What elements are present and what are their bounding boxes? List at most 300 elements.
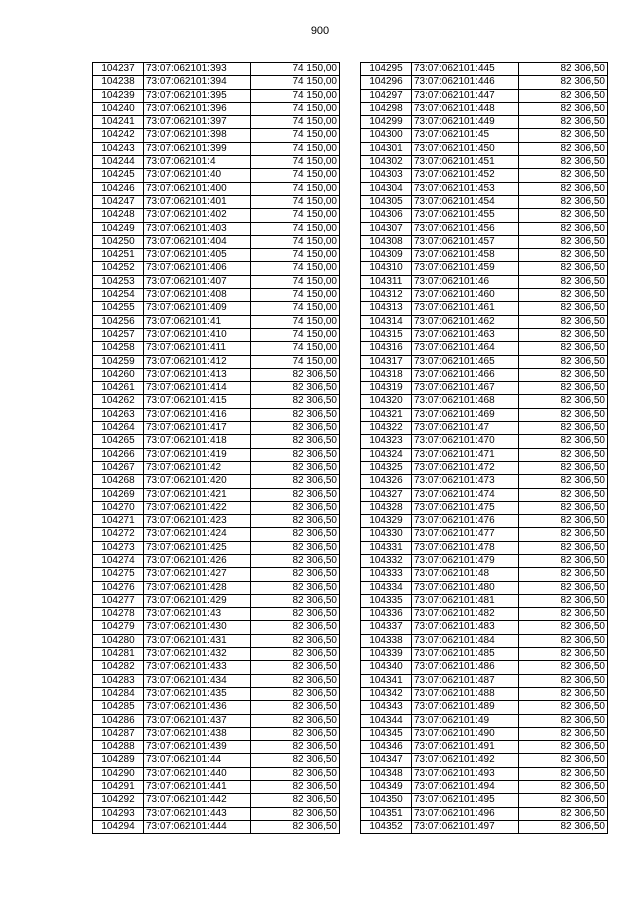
value-cell: 74 150,00 (251, 116, 340, 129)
record-number-cell: 104329 (361, 515, 412, 528)
value-cell: 82 306,50 (251, 382, 340, 395)
record-number-cell: 104244 (93, 156, 144, 169)
left-register-table (92, 62, 340, 834)
cadastral-number-cell: 73:07:062101:442 (144, 794, 251, 807)
record-number-cell: 104253 (93, 275, 144, 288)
value-cell: 82 306,50 (519, 222, 608, 235)
record-number-cell: 104269 (93, 488, 144, 501)
value-cell: 82 306,50 (251, 422, 340, 435)
cadastral-number-cell: 73:07:062101:430 (144, 621, 251, 634)
cadastral-number-cell: 73:07:062101:449 (412, 116, 519, 129)
record-number-cell: 104288 (93, 741, 144, 754)
value-cell: 82 306,50 (519, 289, 608, 302)
cadastral-number-cell: 73:07:062101:472 (412, 461, 519, 474)
value-cell: 82 306,50 (519, 302, 608, 315)
table-row (93, 289, 340, 302)
record-number-cell: 104322 (361, 422, 412, 435)
value-cell: 82 306,50 (251, 448, 340, 461)
value-cell: 82 306,50 (519, 182, 608, 195)
table-row (93, 807, 340, 820)
cadastral-number-cell: 73:07:062101:401 (144, 195, 251, 208)
table-row (361, 648, 608, 661)
table-row (93, 76, 340, 89)
table-row (93, 102, 340, 115)
record-number-cell: 104349 (361, 781, 412, 794)
cadastral-number-cell: 73:07:062101:438 (144, 727, 251, 740)
value-cell: 82 306,50 (519, 714, 608, 727)
value-cell: 82 306,50 (519, 820, 608, 833)
table-row (361, 568, 608, 581)
value-cell: 82 306,50 (251, 488, 340, 501)
table-row (93, 488, 340, 501)
record-number-cell: 104324 (361, 448, 412, 461)
cadastral-number-cell: 73:07:062101:447 (412, 89, 519, 102)
table-row (361, 142, 608, 155)
value-cell: 74 150,00 (251, 315, 340, 328)
value-cell: 82 306,50 (519, 541, 608, 554)
table-row (93, 382, 340, 395)
cadastral-number-cell: 73:07:062101:424 (144, 528, 251, 541)
record-number-cell: 104298 (361, 102, 412, 115)
value-cell: 82 306,50 (519, 794, 608, 807)
cadastral-number-cell: 73:07:062101:482 (412, 608, 519, 621)
table-row (361, 794, 608, 807)
table-row (361, 289, 608, 302)
value-cell: 82 306,50 (519, 209, 608, 222)
value-cell: 74 150,00 (251, 342, 340, 355)
record-number-cell: 104252 (93, 262, 144, 275)
cadastral-number-cell: 73:07:062101:415 (144, 395, 251, 408)
table-row (361, 262, 608, 275)
record-number-cell: 104280 (93, 634, 144, 647)
cadastral-number-cell: 73:07:062101:451 (412, 156, 519, 169)
record-number-cell: 104328 (361, 501, 412, 514)
table-row (93, 820, 340, 833)
table-row (93, 395, 340, 408)
cadastral-number-cell: 73:07:062101:464 (412, 342, 519, 355)
record-number-cell: 104258 (93, 342, 144, 355)
cadastral-number-cell: 73:07:062101:429 (144, 594, 251, 607)
table-row (93, 63, 340, 76)
record-number-cell: 104277 (93, 594, 144, 607)
cadastral-number-cell: 73:07:062101:399 (144, 142, 251, 155)
table-row (93, 435, 340, 448)
table-row (361, 235, 608, 248)
table-row (361, 554, 608, 567)
value-cell: 82 306,50 (251, 661, 340, 674)
value-cell: 82 306,50 (251, 727, 340, 740)
record-number-cell: 104342 (361, 687, 412, 700)
cadastral-number-cell: 73:07:062101:487 (412, 674, 519, 687)
table-row (361, 116, 608, 129)
value-cell: 82 306,50 (519, 382, 608, 395)
value-cell: 74 150,00 (251, 142, 340, 155)
record-number-cell: 104257 (93, 328, 144, 341)
cadastral-number-cell: 73:07:062101:404 (144, 235, 251, 248)
cadastral-number-cell: 73:07:062101:402 (144, 209, 251, 222)
cadastral-number-cell: 73:07:062101:468 (412, 395, 519, 408)
cadastral-number-cell: 73:07:062101:4 (144, 156, 251, 169)
record-number-cell: 104312 (361, 289, 412, 302)
table-row (93, 727, 340, 740)
table-row (361, 89, 608, 102)
record-number-cell: 104347 (361, 754, 412, 767)
cadastral-number-cell: 73:07:062101:457 (412, 235, 519, 248)
value-cell: 82 306,50 (251, 435, 340, 448)
table-row (361, 501, 608, 514)
record-number-cell: 104331 (361, 541, 412, 554)
cadastral-number-cell: 73:07:062101:44 (144, 754, 251, 767)
cadastral-number-cell: 73:07:062101:431 (144, 634, 251, 647)
cadastral-number-cell: 73:07:062101:416 (144, 408, 251, 421)
cadastral-number-cell: 73:07:062101:491 (412, 741, 519, 754)
value-cell: 82 306,50 (519, 249, 608, 262)
table-row (361, 594, 608, 607)
value-cell: 82 306,50 (251, 554, 340, 567)
value-cell: 74 150,00 (251, 89, 340, 102)
cadastral-number-cell: 73:07:062101:458 (412, 249, 519, 262)
cadastral-number-cell: 73:07:062101:418 (144, 435, 251, 448)
record-number-cell: 104265 (93, 435, 144, 448)
record-number-cell: 104268 (93, 475, 144, 488)
record-number-cell: 104259 (93, 355, 144, 368)
table-row (93, 568, 340, 581)
value-cell: 82 306,50 (251, 594, 340, 607)
record-number-cell: 104332 (361, 554, 412, 567)
cadastral-number-cell: 73:07:062101:414 (144, 382, 251, 395)
record-number-cell: 104348 (361, 767, 412, 780)
value-cell: 82 306,50 (519, 89, 608, 102)
cadastral-number-cell: 73:07:062101:46 (412, 275, 519, 288)
table-row (93, 142, 340, 155)
table-row (361, 727, 608, 740)
record-number-cell: 104286 (93, 714, 144, 727)
record-number-cell: 104260 (93, 368, 144, 381)
table-row (361, 461, 608, 474)
record-number-cell: 104291 (93, 781, 144, 794)
table-row (361, 275, 608, 288)
value-cell: 82 306,50 (519, 754, 608, 767)
record-number-cell: 104300 (361, 129, 412, 142)
value-cell: 82 306,50 (251, 794, 340, 807)
value-cell: 74 150,00 (251, 102, 340, 115)
record-number-cell: 104339 (361, 648, 412, 661)
value-cell: 82 306,50 (519, 687, 608, 700)
table-row (93, 714, 340, 727)
table-row (93, 116, 340, 129)
value-cell: 82 306,50 (519, 169, 608, 182)
cadastral-number-cell: 73:07:062101:426 (144, 554, 251, 567)
table-row (93, 501, 340, 514)
table-row (361, 488, 608, 501)
record-number-cell: 104321 (361, 408, 412, 421)
record-number-cell: 104238 (93, 76, 144, 89)
value-cell: 82 306,50 (519, 102, 608, 115)
record-number-cell: 104246 (93, 182, 144, 195)
table-row (93, 235, 340, 248)
value-cell: 74 150,00 (251, 275, 340, 288)
record-number-cell: 104299 (361, 116, 412, 129)
record-number-cell: 104340 (361, 661, 412, 674)
table-row (93, 781, 340, 794)
table-row (93, 355, 340, 368)
table-row (93, 448, 340, 461)
cadastral-number-cell: 73:07:062101:477 (412, 528, 519, 541)
cadastral-number-cell: 73:07:062101:459 (412, 262, 519, 275)
cadastral-number-cell: 73:07:062101:452 (412, 169, 519, 182)
record-number-cell: 104279 (93, 621, 144, 634)
table-row (93, 767, 340, 780)
record-number-cell: 104319 (361, 382, 412, 395)
record-number-cell: 104278 (93, 608, 144, 621)
value-cell: 82 306,50 (251, 807, 340, 820)
cadastral-number-cell: 73:07:062101:444 (144, 820, 251, 833)
record-number-cell: 104248 (93, 209, 144, 222)
record-number-cell: 104344 (361, 714, 412, 727)
cadastral-number-cell: 73:07:062101:400 (144, 182, 251, 195)
value-cell: 82 306,50 (519, 674, 608, 687)
cadastral-number-cell: 73:07:062101:49 (412, 714, 519, 727)
cadastral-number-cell: 73:07:062101:462 (412, 315, 519, 328)
value-cell: 82 306,50 (251, 368, 340, 381)
record-number-cell: 104237 (93, 63, 144, 76)
record-number-cell: 104296 (361, 76, 412, 89)
table-row (361, 422, 608, 435)
record-number-cell: 104294 (93, 820, 144, 833)
cadastral-number-cell: 73:07:062101:40 (144, 169, 251, 182)
record-number-cell: 104305 (361, 195, 412, 208)
table-row (93, 302, 340, 315)
cadastral-number-cell: 73:07:062101:470 (412, 435, 519, 448)
table-row (361, 475, 608, 488)
table-row (93, 129, 340, 142)
table-row (361, 448, 608, 461)
value-cell: 74 150,00 (251, 76, 340, 89)
value-cell: 82 306,50 (519, 807, 608, 820)
value-cell: 82 306,50 (251, 701, 340, 714)
table-row (361, 741, 608, 754)
value-cell: 82 306,50 (519, 528, 608, 541)
table-row (93, 461, 340, 474)
table-row (93, 528, 340, 541)
value-cell: 82 306,50 (519, 195, 608, 208)
value-cell: 82 306,50 (251, 621, 340, 634)
value-cell: 82 306,50 (519, 315, 608, 328)
cadastral-number-cell: 73:07:062101:419 (144, 448, 251, 461)
cadastral-number-cell: 73:07:062101:461 (412, 302, 519, 315)
record-number-cell: 104333 (361, 568, 412, 581)
cadastral-number-cell: 73:07:062101:413 (144, 368, 251, 381)
record-number-cell: 104325 (361, 461, 412, 474)
cadastral-number-cell: 73:07:062101:460 (412, 289, 519, 302)
value-cell: 82 306,50 (519, 448, 608, 461)
table-row (93, 701, 340, 714)
cadastral-number-cell: 73:07:062101:448 (412, 102, 519, 115)
value-cell: 82 306,50 (251, 515, 340, 528)
value-cell: 82 306,50 (519, 116, 608, 129)
table-row (93, 342, 340, 355)
table-row (361, 674, 608, 687)
value-cell: 74 150,00 (251, 182, 340, 195)
cadastral-number-cell: 73:07:062101:439 (144, 741, 251, 754)
cadastral-number-cell: 73:07:062101:436 (144, 701, 251, 714)
table-row (93, 475, 340, 488)
cadastral-number-cell: 73:07:062101:465 (412, 355, 519, 368)
record-number-cell: 104334 (361, 581, 412, 594)
cadastral-number-cell: 73:07:062101:394 (144, 76, 251, 89)
value-cell: 74 150,00 (251, 302, 340, 315)
record-number-cell: 104292 (93, 794, 144, 807)
value-cell: 82 306,50 (251, 754, 340, 767)
cadastral-number-cell: 73:07:062101:476 (412, 515, 519, 528)
cadastral-number-cell: 73:07:062101:409 (144, 302, 251, 315)
table-row (93, 741, 340, 754)
cadastral-number-cell: 73:07:062101:48 (412, 568, 519, 581)
table-row (361, 435, 608, 448)
table-row (93, 249, 340, 262)
record-number-cell: 104256 (93, 315, 144, 328)
value-cell: 74 150,00 (251, 209, 340, 222)
table-row (93, 169, 340, 182)
record-number-cell: 104345 (361, 727, 412, 740)
cadastral-number-cell: 73:07:062101:494 (412, 781, 519, 794)
value-cell: 82 306,50 (519, 275, 608, 288)
record-number-cell: 104352 (361, 820, 412, 833)
value-cell: 82 306,50 (251, 568, 340, 581)
value-cell: 82 306,50 (251, 581, 340, 594)
value-cell: 82 306,50 (519, 328, 608, 341)
cadastral-number-cell: 73:07:062101:493 (412, 767, 519, 780)
cadastral-number-cell: 73:07:062101:433 (144, 661, 251, 674)
cadastral-number-cell: 73:07:062101:420 (144, 475, 251, 488)
record-number-cell: 104293 (93, 807, 144, 820)
table-row (361, 687, 608, 700)
table-row (361, 701, 608, 714)
value-cell: 74 150,00 (251, 328, 340, 341)
record-number-cell: 104346 (361, 741, 412, 754)
cadastral-number-cell: 73:07:062101:483 (412, 621, 519, 634)
record-number-cell: 104285 (93, 701, 144, 714)
table-row (93, 515, 340, 528)
cadastral-number-cell: 73:07:062101:435 (144, 687, 251, 700)
value-cell: 74 150,00 (251, 289, 340, 302)
table-row (93, 195, 340, 208)
value-cell: 82 306,50 (519, 142, 608, 155)
value-cell: 82 306,50 (519, 781, 608, 794)
cadastral-number-cell: 73:07:062101:425 (144, 541, 251, 554)
cadastral-number-cell: 73:07:062101:410 (144, 328, 251, 341)
value-cell: 82 306,50 (519, 76, 608, 89)
cadastral-number-cell: 73:07:062101:403 (144, 222, 251, 235)
cadastral-number-cell: 73:07:062101:42 (144, 461, 251, 474)
value-cell: 74 150,00 (251, 355, 340, 368)
record-number-cell: 104250 (93, 235, 144, 248)
cadastral-number-cell: 73:07:062101:453 (412, 182, 519, 195)
cadastral-number-cell: 73:07:062101:481 (412, 594, 519, 607)
cadastral-number-cell: 73:07:062101:484 (412, 634, 519, 647)
record-number-cell: 104336 (361, 608, 412, 621)
table-row (361, 209, 608, 222)
value-cell: 82 306,50 (519, 648, 608, 661)
record-number-cell: 104239 (93, 89, 144, 102)
table-row (361, 608, 608, 621)
table-row (93, 634, 340, 647)
record-number-cell: 104338 (361, 634, 412, 647)
table-row (93, 262, 340, 275)
record-number-cell: 104273 (93, 541, 144, 554)
table-row (361, 807, 608, 820)
cadastral-number-cell: 73:07:062101:45 (412, 129, 519, 142)
table-row (361, 315, 608, 328)
value-cell: 82 306,50 (519, 475, 608, 488)
value-cell: 74 150,00 (251, 156, 340, 169)
table-row (93, 422, 340, 435)
value-cell: 82 306,50 (519, 701, 608, 714)
table-row (93, 408, 340, 421)
cadastral-number-cell: 73:07:062101:393 (144, 63, 251, 76)
table-row (361, 195, 608, 208)
record-number-cell: 104320 (361, 395, 412, 408)
record-number-cell: 104315 (361, 328, 412, 341)
value-cell: 82 306,50 (251, 648, 340, 661)
value-cell: 82 306,50 (519, 488, 608, 501)
table-row (93, 222, 340, 235)
record-number-cell: 104245 (93, 169, 144, 182)
cadastral-number-cell: 73:07:062101:479 (412, 554, 519, 567)
value-cell: 82 306,50 (251, 674, 340, 687)
value-cell: 82 306,50 (519, 129, 608, 142)
table-row (93, 156, 340, 169)
cadastral-number-cell: 73:07:062101:397 (144, 116, 251, 129)
table-row (361, 515, 608, 528)
value-cell: 82 306,50 (251, 475, 340, 488)
cadastral-number-cell: 73:07:062101:475 (412, 501, 519, 514)
record-number-cell: 104304 (361, 182, 412, 195)
table-row (361, 355, 608, 368)
value-cell: 82 306,50 (519, 581, 608, 594)
record-number-cell: 104287 (93, 727, 144, 740)
table-row (93, 541, 340, 554)
record-number-cell: 104330 (361, 528, 412, 541)
value-cell: 82 306,50 (251, 608, 340, 621)
table-row (361, 820, 608, 833)
value-cell: 82 306,50 (519, 727, 608, 740)
record-number-cell: 104276 (93, 581, 144, 594)
record-number-cell: 104327 (361, 488, 412, 501)
table-row (361, 129, 608, 142)
value-cell: 82 306,50 (251, 767, 340, 780)
cadastral-number-cell: 73:07:062101:408 (144, 289, 251, 302)
value-cell: 82 306,50 (519, 568, 608, 581)
record-number-cell: 104281 (93, 648, 144, 661)
record-number-cell: 104302 (361, 156, 412, 169)
cadastral-number-cell: 73:07:062101:395 (144, 89, 251, 102)
value-cell: 74 150,00 (251, 195, 340, 208)
cadastral-number-cell: 73:07:062101:407 (144, 275, 251, 288)
record-number-cell: 104313 (361, 302, 412, 315)
table-row (93, 182, 340, 195)
value-cell: 82 306,50 (519, 501, 608, 514)
record-number-cell: 104351 (361, 807, 412, 820)
record-number-cell: 104274 (93, 554, 144, 567)
record-number-cell: 104311 (361, 275, 412, 288)
cadastral-number-cell: 73:07:062101:485 (412, 648, 519, 661)
record-number-cell: 104264 (93, 422, 144, 435)
value-cell: 82 306,50 (519, 342, 608, 355)
record-number-cell: 104316 (361, 342, 412, 355)
record-number-cell: 104242 (93, 129, 144, 142)
value-cell: 82 306,50 (251, 528, 340, 541)
